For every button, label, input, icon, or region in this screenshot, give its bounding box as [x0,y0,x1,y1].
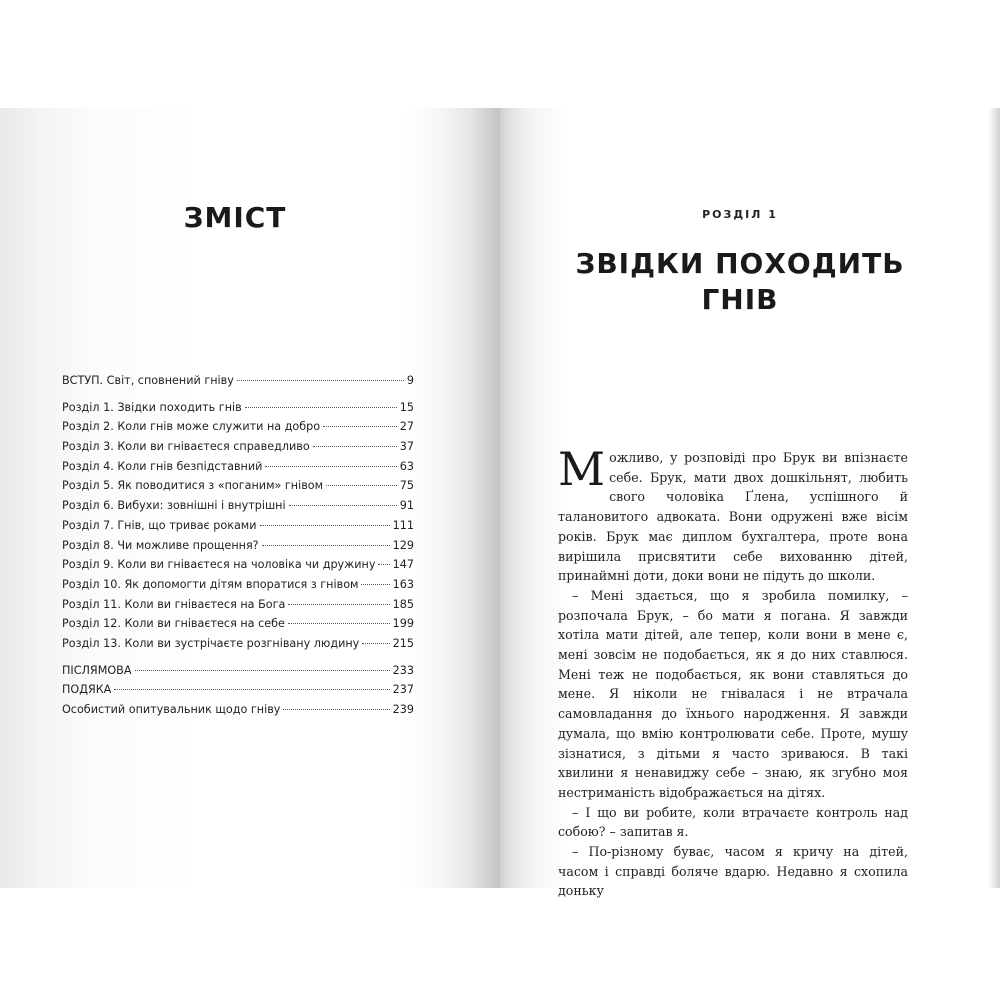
right-page [500,108,1000,899]
toc-entry [62,558,414,578]
toc-leader-dots [323,426,397,427]
toc-entry-label: Розділ 12. Коли ви гніваєтеся на себе [62,617,285,631]
paragraph: – По-різному буває, часом я кричу на дітей, часом і справді боляче вдарю. Недавно я схопила доньку [558,844,908,899]
toc-entry [62,617,414,637]
toc-entry-label: Розділ 7. Гнів, що триває роками [62,518,257,532]
toc-entry-page: 15 [399,400,414,414]
toc-entry [62,460,414,480]
toc-leader-dots [361,584,389,585]
paragraph: – Мені здається, що я зробила помилку, – розпочала Брук, – бо мати я погана. Я завжди хотіла мати дітей, але тепер, коли вони в мене є, мені зовсім не подобається, як я до них ставлюся. Мені теж не подобається, як вони ставляться до мене. Я ніколи не гнівалася і не втрачала самовладання до їхнього народження. Я завжди думала, що вмію контролювати себе. Проте, мушу зізнатися, з дітьми я часто зриваюся. В такі хвилини я ненавиджу себе – знаю, як згубно моя нестриманість відображається на дітях. [558,587,908,800]
toc-entry-label: Розділ 6. Вибухи: зовнішні і внутрішні [62,499,286,513]
paragraph [558,442,908,586]
toc-entry [62,703,414,723]
chapter-title [510,246,970,318]
toc-entry-page: 75 [399,479,414,493]
toc-leader-dots [288,623,390,624]
toc-entry-label: Розділ 11. Коли ви гніваєтеся на Бога [62,597,286,611]
toc-entry-page: 163 [392,577,414,591]
toc-leader-dots [283,709,389,710]
toc-entry-page: 129 [392,538,414,552]
toc-leader-dots [265,466,396,467]
toc-entry-page: 199 [392,617,414,631]
chapter-title-line-1: ЗВІДКИ ПОХОДИТЬ [575,247,905,280]
toc-entry-page: 215 [392,636,414,650]
toc-entry [62,401,414,421]
toc-entry-label: ПІСЛЯМОВА [62,663,132,677]
toc-entry-page: 111 [392,518,414,532]
toc-entry-label: Розділ 9. Коли ви гніваєтеся на чоловіка чи дружину [62,558,376,572]
toc-entry [62,578,414,598]
toc-entry-page: 233 [392,663,414,677]
toc-entry-label: Розділ 1. Звідки походить гнів [62,400,242,414]
toc-entry [62,637,414,657]
toc-entry [62,374,414,394]
toc-leader-dots [288,604,389,605]
toc-entry-label: Розділ 5. Як поводитися з «поганим» гнівом [62,479,324,493]
toc-entry-label: Розділ 3. Коли ви гніваєтеся справедливо [62,440,310,454]
toc-entry [62,479,414,499]
toc-entry-page: 9 [406,374,414,387]
toc-entry-label: Розділ 10. Як допомогти дітям впоратися з гнівом [62,577,359,591]
toc-entry-label: ПОДЯКА [62,683,112,697]
toc-leader-dots [237,380,404,381]
toc-entry-label: Розділ 2. Коли гнів може служити на добро [62,420,321,434]
paragraph: – І що ви робите, коли втрачаєте контроль над собою? – запитав я. [558,804,908,840]
toc-entry-label: ВСТУП. Світ, сповнений гніву [62,374,234,387]
toc-entry-page: 185 [392,597,414,611]
chapter-title-line-2: ГНІВ [701,283,779,316]
toc-entry [62,420,414,440]
toc-entry [62,683,414,703]
toc-leader-dots [135,670,390,671]
toc-entry-page: 147 [392,558,414,572]
toc-entry-label: Особистий опитувальник щодо гніву [62,703,281,716]
toc-leader-dots [289,505,397,506]
toc-leader-dots [378,564,389,565]
toc-entry-page: 37 [399,440,414,454]
table-of-contents [62,374,414,723]
toc-leader-dots [260,525,390,526]
toc-entry-page: 239 [392,703,414,716]
toc-entry [62,519,414,539]
toc-leader-dots [326,485,397,486]
toc-entry-label: Розділ 13. Коли ви зустрічаєте розгнівану людину [62,636,360,650]
drop-cap: М [558,442,606,496]
toc-entry [62,440,414,460]
chapter-label: РОЗДІЛ 1 [702,208,778,221]
paragraph-text: ожливо, у розповіді про Брук ви впізнаєте себе. Брук, мати двох дошкільнят, любить свого чоловіка Ґлена, успішного й талановитого адвоката. Вони одружені вже вісім років. Брук має диплом бухгалтера, проте вона вирішила присвятити себе вихованню дітей, принаймні доти, доки вони не підуть до школи. [558,450,908,584]
toc-leader-dots [362,643,389,644]
toc-entry-page: 237 [392,683,414,697]
toc-entry [62,499,414,519]
toc-leader-dots [262,545,390,546]
chapter-body [558,442,908,901]
toc-entry-page: 91 [399,499,414,513]
toc-leader-dots [313,446,397,447]
toc-title: ЗМІСТ [183,201,287,234]
toc-leader-dots [114,689,389,690]
toc-entry-label: Розділ 8. Чи можливе прощення? [62,538,259,552]
toc-leader-dots [245,407,397,408]
toc-entry-page: 27 [399,420,414,434]
toc-entry-page: 63 [399,459,414,473]
toc-entry [62,664,414,684]
toc-entry [62,598,414,618]
left-page [0,108,500,888]
toc-entry [62,539,414,559]
toc-entry-label: Розділ 4. Коли гнів безпідставний [62,459,263,473]
